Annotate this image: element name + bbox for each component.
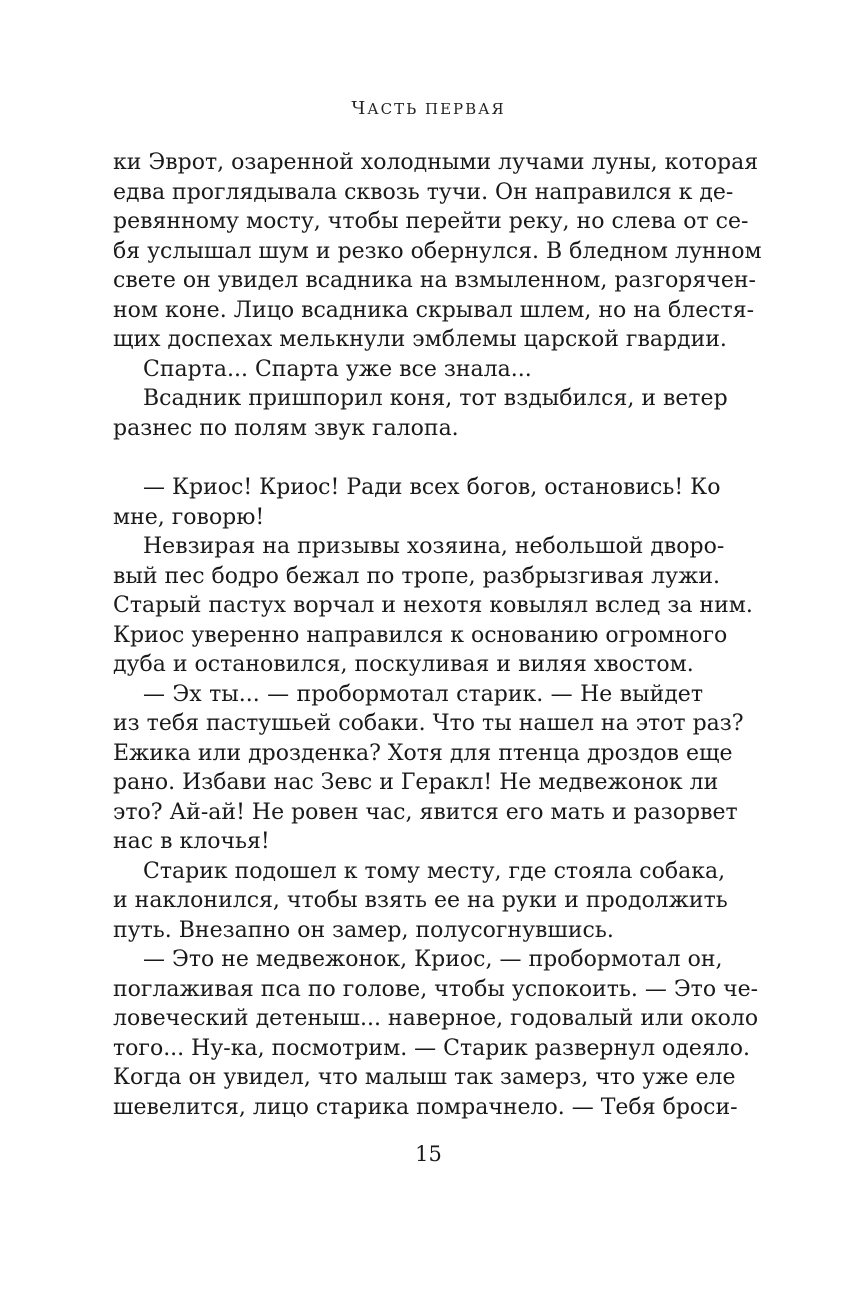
paragraph <box>113 945 759 1122</box>
paragraph <box>113 473 721 532</box>
text-line: шевелится, лицо старика помрачнело. — Тебя броси- <box>113 1094 738 1120</box>
text-line: это? Ай-ай! Не ровен час, явится его мать и разорвет <box>113 799 738 825</box>
paragraph <box>113 384 728 443</box>
text-line: мне, говорю! <box>113 504 265 530</box>
paragraph <box>113 532 753 680</box>
body-text <box>113 148 762 1122</box>
text-line: Невзирая на призывы хозяина, небольшой дворо- <box>143 534 725 559</box>
text-line: того... Ну-ка, посмотрим. — Старик развернул одеяло. <box>113 1035 750 1061</box>
text-line: рано. Избави нас Зевс и Геракл! Не медвежонок ли <box>113 770 719 795</box>
text-line: дуба и остановился, поскуливая и виляя хвостом. <box>113 652 694 677</box>
text-line: из тебя пастушьей собаки. Что ты нашел на этот раз? <box>113 711 744 736</box>
text-line: вый пес бодро бежал по тропе, разбрызгивая лужи. <box>113 563 720 589</box>
running-head-rest: АСТЬ ПЕРВАЯ <box>367 100 506 118</box>
text-line: ном коне. Лицо всадника скрывал шлем, но на блестя- <box>113 297 755 323</box>
text-line: — Это не медвежонок, Криос, — пробормотал он, <box>143 947 723 972</box>
text-line: свете он увидел всадника на взмыленном, разгорячен- <box>113 268 756 293</box>
paragraph <box>113 148 762 355</box>
paragraph <box>113 680 744 857</box>
running-head-initial: Ч <box>351 98 368 119</box>
page-number: 15 <box>415 1142 442 1166</box>
text-line: Старик подошел к тому месту, где стояла собака, <box>143 858 726 884</box>
text-line: ки Эврот, озаренной холодными лучами луны, которая <box>113 150 759 175</box>
text-line: — Криос! Криос! Ради всех богов, остановись! Ко <box>143 475 721 500</box>
text-line: путь. Внезапно он замер, полусогнувшись. <box>113 917 614 943</box>
text-line: едва проглядывала сквозь тучи. Он направился к де- <box>113 179 734 205</box>
text-line: Криос уверенно направился к основанию огромного <box>113 622 728 648</box>
text-line: — Эх ты... — пробормотал старик. — Не выйдет <box>143 681 703 707</box>
text-line: разнес по полям звук галопа. <box>113 415 459 441</box>
paragraph <box>113 355 703 385</box>
text-line: Всадник пришпорил коня, тот вздыбился, и ветер <box>143 386 728 411</box>
section-break <box>113 443 703 473</box>
text-line: и наклонился, чтобы взять ее на руки и продолжить <box>113 888 728 913</box>
text-line: Спарта... Спарта уже все знала... <box>143 356 532 382</box>
text-line: поглаживая пса по голове, чтобы успокоить. — Это че- <box>113 976 759 1002</box>
paragraph <box>113 857 728 946</box>
text-line: нас в клочья! <box>113 829 270 854</box>
running-head <box>0 98 857 119</box>
text-line: Когда он увидел, что малыш так замерз, что уже еле <box>113 1065 736 1090</box>
text-line: щих доспехах мелькнули эмблемы царской гвардии. <box>113 327 727 352</box>
text-line: Старый пастух ворчал и нехотя ковылял вслед за ним. <box>113 593 753 618</box>
text-line: ревянному мосту, чтобы перейти реку, но слева от се- <box>113 209 749 234</box>
text-line: бя услышал шум и резко обернулся. В бледном лунном <box>113 238 762 264</box>
text-line: ловеческий детеныш... наверное, годовалый или около <box>113 1006 759 1031</box>
text-line: Ежика или дрозденка? Хотя для птенца дроздов еще <box>113 740 733 766</box>
